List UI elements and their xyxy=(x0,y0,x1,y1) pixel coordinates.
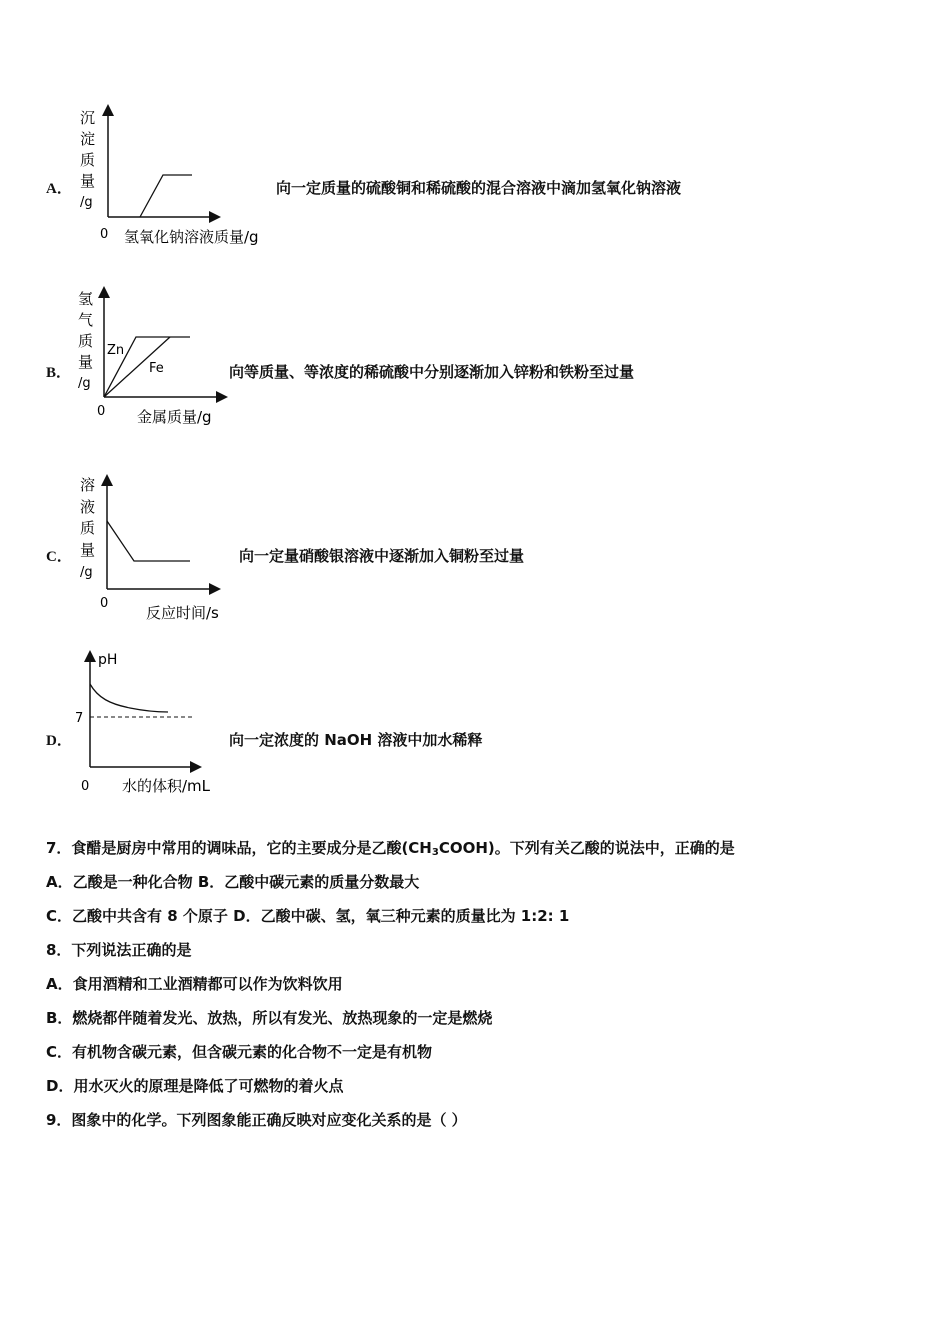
ylabel-char: 量 xyxy=(80,172,96,190)
ylabel-char: 质 xyxy=(80,519,96,537)
option-a-letter: A． xyxy=(46,181,72,197)
curve-label-fe: Fe xyxy=(149,361,164,376)
q9-stem: 9．图象中的化学。下列图象能正确反映对应变化关系的是（ ） xyxy=(46,1111,467,1129)
x-axis-label: 氢氧化钠溶液质量/g xyxy=(124,228,259,246)
ylabel-char: 气 xyxy=(78,311,94,329)
q8-stem: 8．下列说法正确的是 xyxy=(46,941,192,959)
q7-options-ab: A．乙酸是一种化合物 B．乙酸中碳元素的质量分数最大 xyxy=(46,873,420,891)
ylabel-char: 氢 xyxy=(78,290,94,308)
q8-option-b: B．燃烧都伴随着发光、放热，所以有发光、放热现象的一定是燃烧 xyxy=(46,1009,493,1027)
ylabel-unit: /g xyxy=(78,376,91,391)
origin-label: 0 xyxy=(100,227,109,242)
option-d-letter: D． xyxy=(46,733,72,749)
origin-label: 0 xyxy=(100,596,109,611)
curve xyxy=(107,521,190,561)
y-axis-label: pH xyxy=(98,652,118,668)
origin-label: 0 xyxy=(97,404,106,419)
x-axis-label: 金属质量/g xyxy=(137,408,212,426)
curve-label-zn: Zn xyxy=(107,343,125,358)
q7-stem: 7．食醋是厨房中常用的调味品，它的主要成分是乙酸$(CH_3COOH)$。下列有关乙酸的说法中，正确的是 xyxy=(46,839,735,858)
option-d-desc: 向一定浓度的 NaOH 溶液中加水稀释 xyxy=(229,731,483,749)
x-axis-label: 反应时间/s xyxy=(146,604,219,622)
ylabel-char: 沉 xyxy=(80,109,96,127)
ylabel-char: 量 xyxy=(78,353,94,371)
curve xyxy=(90,684,168,712)
option-b-letter: B． xyxy=(46,365,72,381)
q7-options-cd: C．乙酸中共含有 8 个原子 D．乙酸中碳、氢，氧三种元素的质量比为 1:2: 1 xyxy=(46,907,570,925)
x-axis-label: 水的体积/mL xyxy=(122,777,211,795)
option-a-desc: 向一定质量的硫酸铜和稀硫酸的混合溶液中滴加氢氧化钠溶液 xyxy=(276,179,682,197)
ylabel-char: 量 xyxy=(80,541,96,559)
chart-a xyxy=(70,100,290,250)
ylabel-char: 质 xyxy=(80,151,96,169)
y-value-label: 7 xyxy=(75,711,84,726)
ylabel-unit: /g xyxy=(80,195,93,210)
ylabel-char: 淀 xyxy=(80,130,96,148)
ylabel-char: 溶 xyxy=(80,476,96,494)
option-c-letter: C． xyxy=(46,549,72,565)
ylabel-char: 质 xyxy=(78,332,94,350)
option-b-desc: 向等质量、等浓度的稀硫酸中分别逐渐加入锌粉和铁粉至过量 xyxy=(229,363,635,381)
q8-option-d: D．用水灭火的原理是降低了可燃物的着火点 xyxy=(46,1077,344,1095)
ylabel-char: 液 xyxy=(80,498,96,516)
chart-b xyxy=(70,284,290,434)
q8-option-c: C．有机物含碳元素，但含碳元素的化合物不一定是有机物 xyxy=(46,1043,433,1061)
q8-option-a: A．食用酒精和工业酒精都可以作为饮料饮用 xyxy=(46,975,343,993)
ylabel-unit: /g xyxy=(80,565,93,580)
chart-d xyxy=(70,646,290,801)
option-c-desc: 向一定量硝酸银溶液中逐渐加入铜粉至过量 xyxy=(239,547,525,565)
origin-label: 0 xyxy=(81,779,90,794)
curve xyxy=(140,175,192,217)
